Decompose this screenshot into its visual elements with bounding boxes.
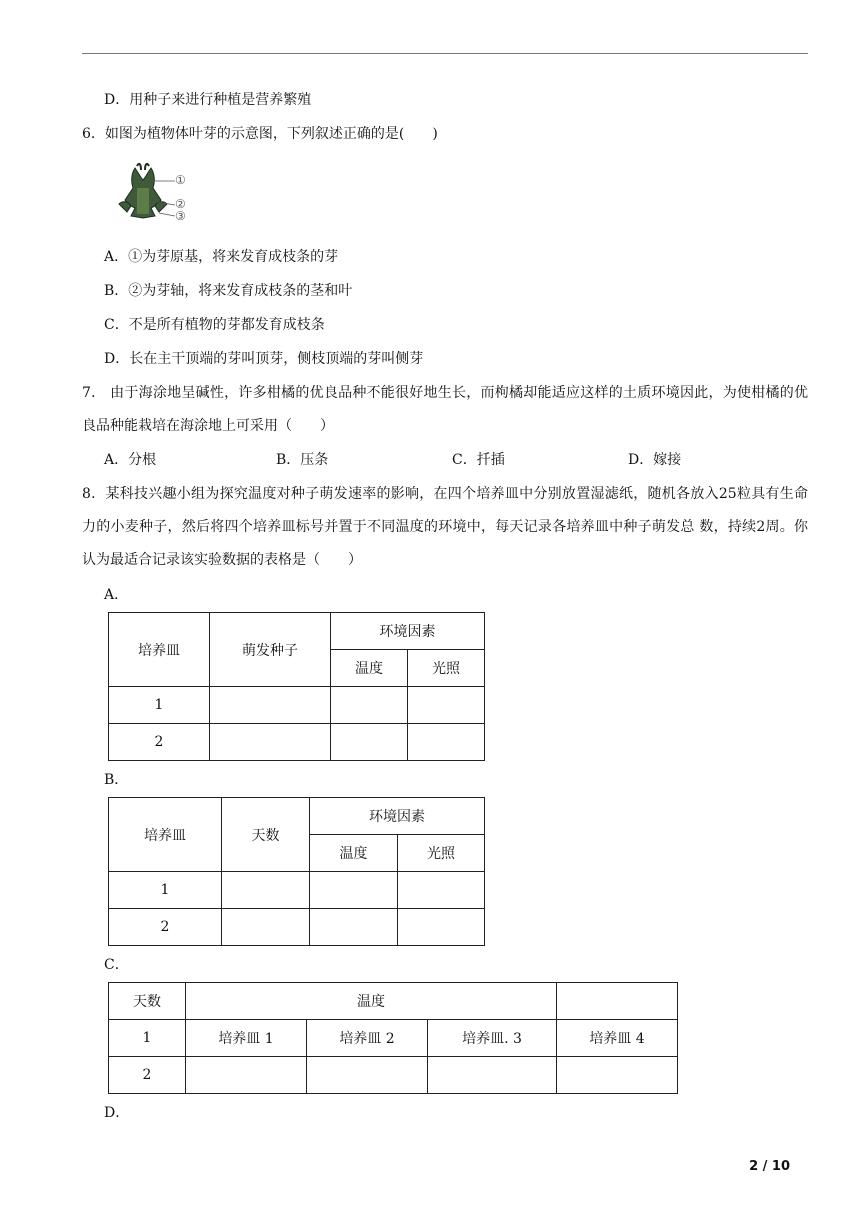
table-a-header-dish: 培养皿 — [109, 613, 210, 687]
table-c-cell — [307, 1057, 428, 1094]
q8-option-c: C． — [104, 957, 129, 973]
table-a-row-2-label: 2 — [109, 724, 210, 761]
q7-option-c: C．扦插 — [452, 452, 505, 468]
figure-label-1: ① — [175, 173, 186, 187]
page-number: 2 / 10 — [749, 1159, 790, 1174]
header-rule — [82, 53, 808, 54]
table-b-cell — [310, 909, 398, 946]
table-b-cell — [222, 872, 310, 909]
table-a-cell — [408, 687, 485, 724]
table-a-header-env: 环境因素 — [331, 613, 485, 650]
q6-option-c: C．不是所有植物的芽都发育成枝条 — [104, 317, 325, 333]
table-a-header-temp: 温度 — [331, 650, 408, 687]
table-a-header-germinated: 萌发种子 — [210, 613, 331, 687]
q6-option-d: D．长在主干顶端的芽叫顶芽，侧枝顶端的芽叫侧芽 — [104, 351, 424, 367]
q8-stem: 8．某科技兴趣小组为探究温度对种子萌发速率的影响，在四个培养皿中分别放置湿滤纸，随机各放入25粒具有生命力的小麦种子，然后将四个培养皿标号并置于不同温度的环境中，每天记录各培养皿中种子萌发总 数，持续2周。你认为最适合记录该实验数据的表格是（ ） — [82, 486, 808, 568]
table-a-cell — [210, 687, 331, 724]
table-c-header-days: 天数 — [109, 983, 186, 1020]
q6-stem: 6．如图为植物体叶芽的示意图，下列叙述正确的是( ) — [82, 126, 438, 142]
table-c — [108, 982, 678, 1094]
table-a-row-1-label: 1 — [109, 687, 210, 724]
table-a-cell — [331, 724, 408, 761]
table-c-header-temp: 温度 — [186, 983, 557, 1020]
table-b-cell — [310, 872, 398, 909]
table-c-dish-1: 培养皿 1 — [186, 1020, 307, 1057]
table-c-cell — [186, 1057, 307, 1094]
table-c-dish-3: 培养皿. 3 — [428, 1020, 557, 1057]
table-b-header-light: 光照 — [398, 835, 485, 872]
table-b-header-days: 天数 — [222, 798, 310, 872]
q8-option-d: D． — [104, 1105, 130, 1121]
table-a-header-light: 光照 — [408, 650, 485, 687]
table-b-header-dish: 培养皿 — [109, 798, 222, 872]
figure-label-2: ② — [175, 197, 186, 211]
table-a-cell — [210, 724, 331, 761]
q7-option-d: D．嫁接 — [628, 452, 682, 468]
table-b-header-env: 环境因素 — [310, 798, 485, 835]
table-a-cell — [408, 724, 485, 761]
table-c-dish-4: 培养皿 4 — [557, 1020, 678, 1057]
table-c-cell — [428, 1057, 557, 1094]
table-a-cell — [331, 687, 408, 724]
table-b-row-1-label: 1 — [109, 872, 222, 909]
table-c-row-2-label: 2 — [109, 1057, 186, 1094]
q7-option-a: A．分根 — [104, 452, 157, 468]
q8-option-a: A． — [104, 587, 129, 603]
leaf-bud-figure — [113, 160, 193, 224]
q6-option-a: A．①为芽原基，将来发育成枝条的芽 — [104, 249, 339, 265]
q8-option-b: B． — [104, 772, 129, 788]
table-c-cell — [557, 1057, 678, 1094]
q7-stem: 7． 由于海涂地呈碱性，许多柑橘的优良品种不能很好地生长，而枸橘却能适应这样的土质环境因此，为使柑橘的优良品种能栽培在海涂地上可采用（ ） — [82, 385, 808, 434]
table-b-header-temp: 温度 — [310, 835, 398, 872]
table-b-cell — [398, 909, 485, 946]
table-c-row-1-label: 1 — [109, 1020, 186, 1057]
prev-option-d: D．用种子来进行种植是营养繁殖 — [104, 92, 312, 108]
table-c-header-empty — [557, 983, 678, 1020]
q7-options — [104, 450, 804, 470]
table-b — [108, 797, 485, 946]
q7-option-b: B．压条 — [276, 452, 329, 468]
table-b-cell — [222, 909, 310, 946]
figure-label-3: ③ — [175, 209, 186, 223]
table-b-row-2-label: 2 — [109, 909, 222, 946]
table-c-dish-2: 培养皿 2 — [307, 1020, 428, 1057]
table-a — [108, 612, 485, 761]
q6-option-b: B．②为芽轴，将来发育成枝条的茎和叶 — [104, 283, 353, 299]
table-b-cell — [398, 872, 485, 909]
